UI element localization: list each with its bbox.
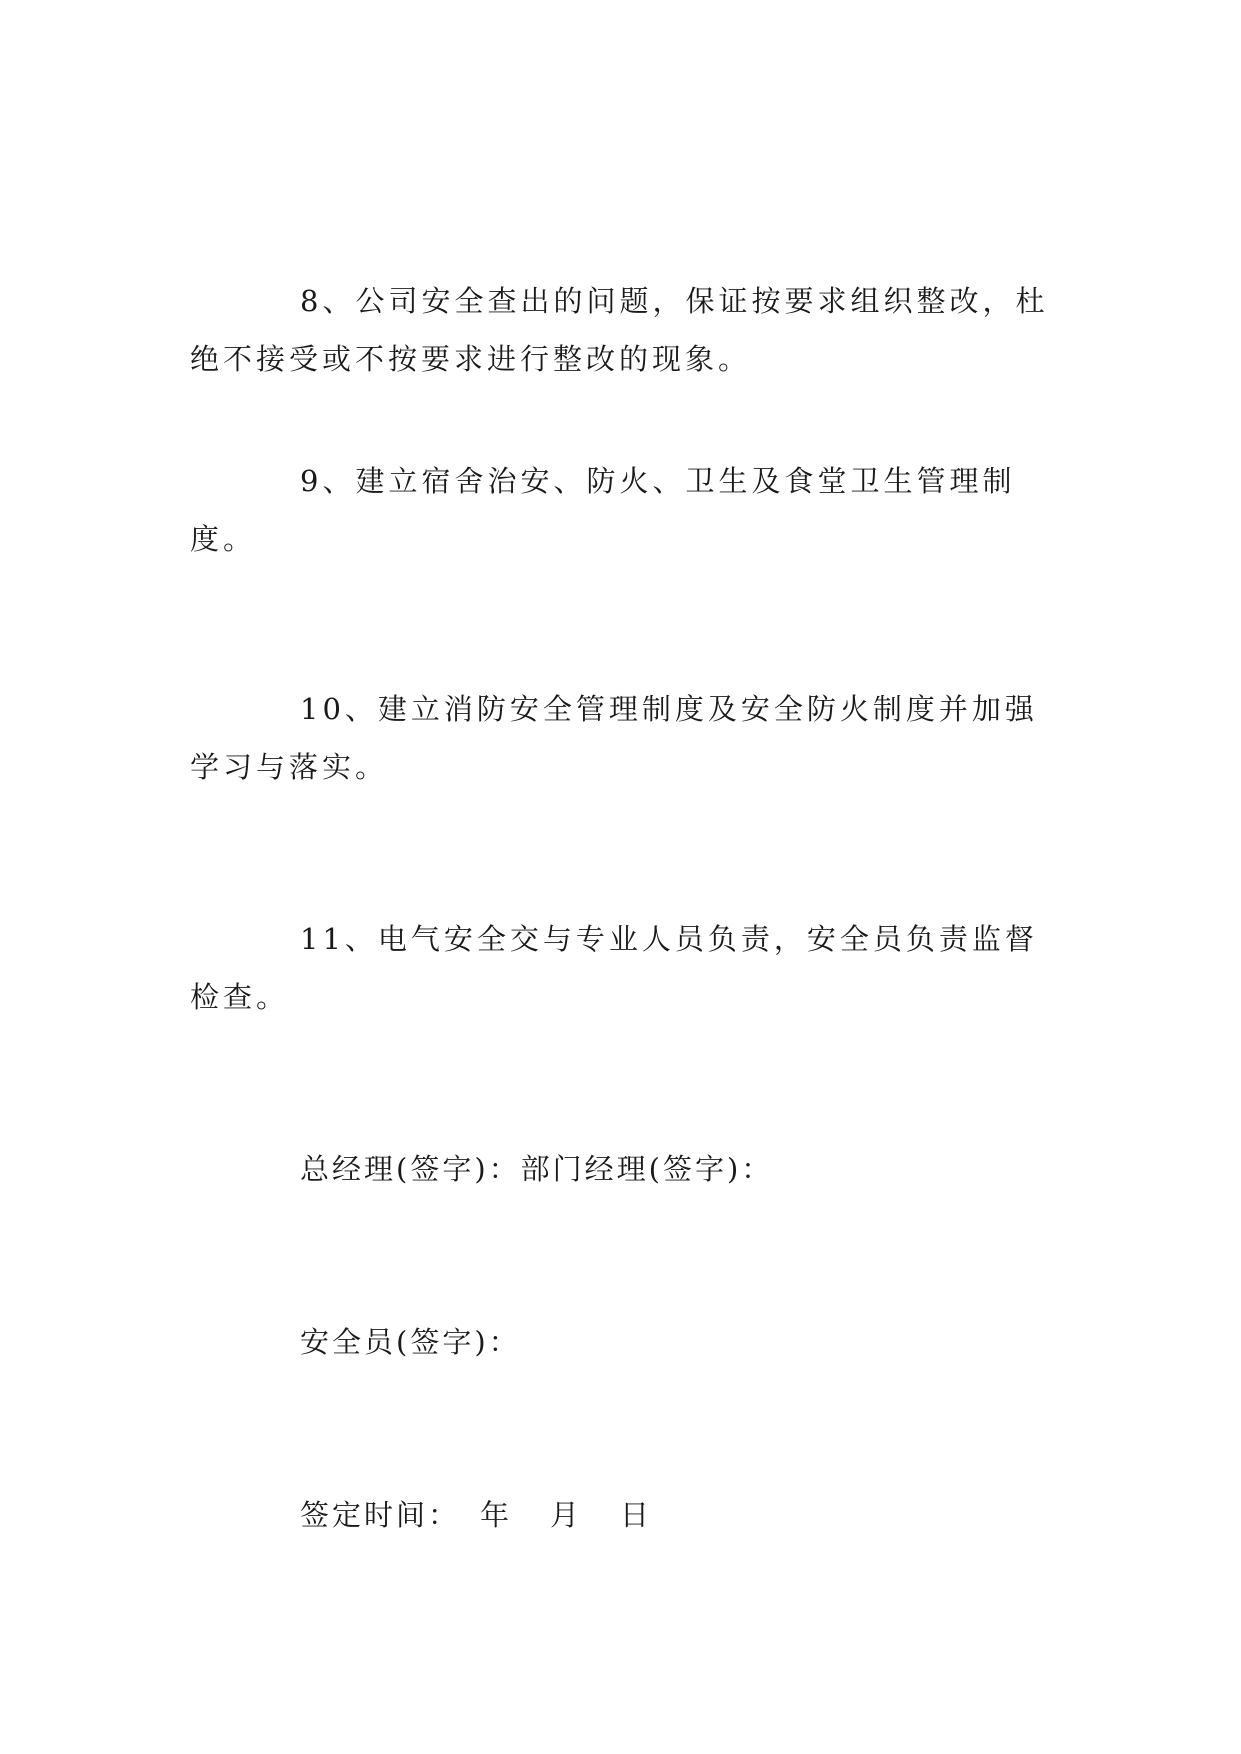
managers-signature-line: 总经理(签字)：部门经理(签字)：	[300, 1152, 774, 1186]
paragraph-item-9: 9、建立宿舍治安、防火、卫生及食堂卫生管理制度。	[190, 464, 1016, 556]
paragraph-item-8: 8、公司安全查出的问题，保证按要求组织整改，杜绝不接受或不按要求进行整改的现象。	[190, 284, 1049, 376]
date-month: 月	[550, 1498, 583, 1532]
safety-officer-signature-line: 安全员(签字)：	[300, 1325, 521, 1359]
paragraph-item-10: 10、建立消防安全管理制度及安全防火制度并加强学习与落实。	[190, 692, 1038, 784]
signing-date-label: 签定时间：	[300, 1498, 461, 1532]
signing-date-line	[300, 1486, 652, 1544]
date-year: 年	[480, 1498, 513, 1532]
date-day: 日	[620, 1498, 653, 1532]
paragraph-item-11: 11、电气安全交与专业人员负责，安全员负责监督检查。	[190, 922, 1038, 1014]
